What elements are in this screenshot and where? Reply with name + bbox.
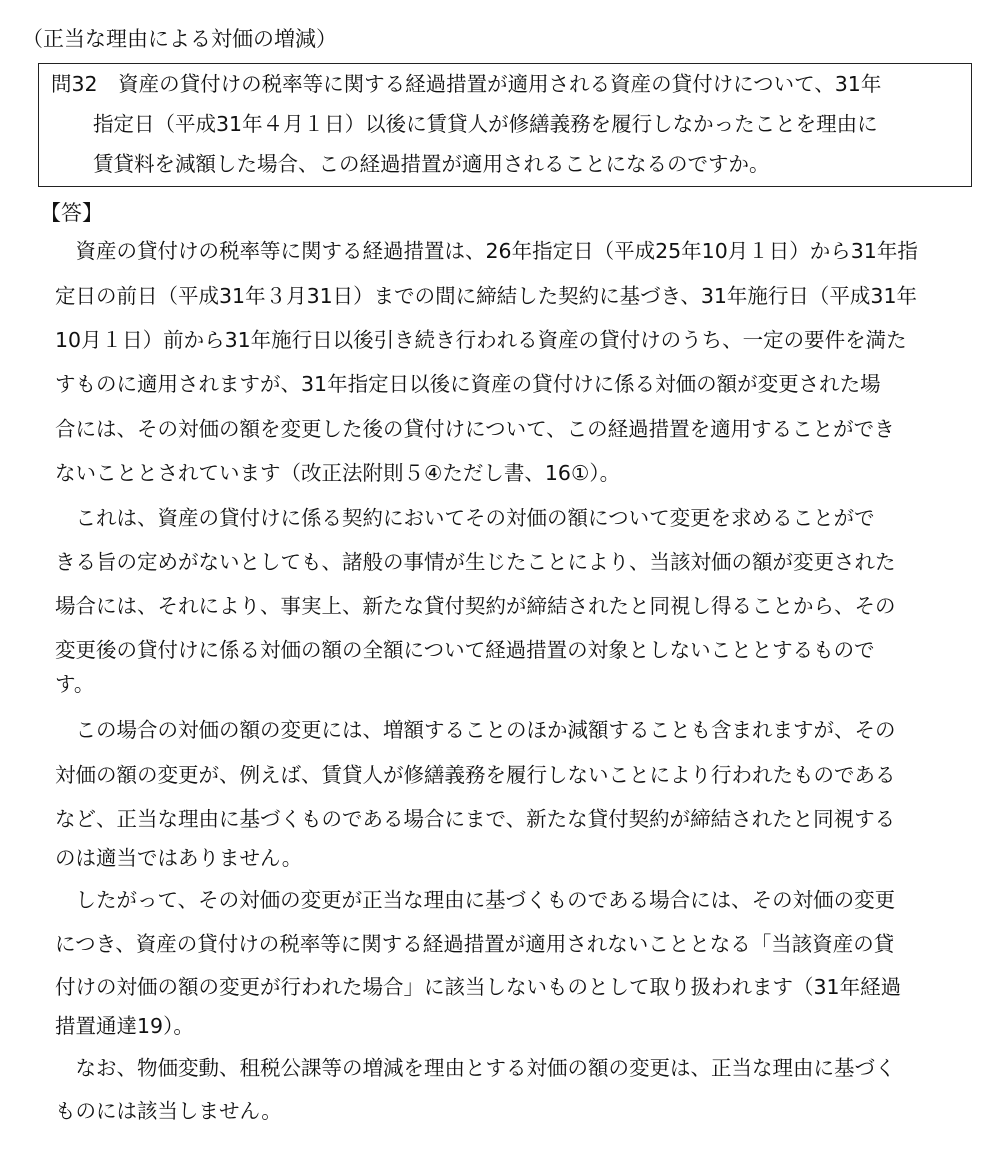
answer-line: 措置通達19）。 <box>55 1014 194 1038</box>
answer-line: この場合の対価の額の変更には、増額することのほか減額することも含まれますが、その <box>55 718 896 742</box>
question-line-2: 指定日（平成31年４月１日）以後に賃貸人が修繕義務を履行しなかったことを理由に <box>93 112 878 136</box>
question-line-3: 賃貸料を減額した場合、この経過措置が適用されることになるのですか。 <box>93 152 770 176</box>
answer-line: 場合には、それにより、事実上、新たな貸付契約が締結されたと同視し得ることから、その <box>55 594 896 618</box>
answer-line: 定日の前日（平成31年３月31日）までの間に締結した契約に基づき、31年施行日（平成31年 <box>55 284 918 308</box>
answer-line: ものには該当しません。 <box>55 1099 282 1123</box>
answer-line: したがって、その対価の変更が正当な理由に基づくものである場合には、その対価の変更 <box>55 888 896 912</box>
answer-line: 資産の貸付けの税率等に関する経過措置は、26年指定日（平成25年10月１日）から31年指 <box>55 239 918 263</box>
question-line-1: 問32 資産の貸付けの税率等に関する経過措置が適用される資産の貸付けについて、31年 <box>51 72 882 96</box>
answer-line: なお、物価変動、租税公課等の増減を理由とする対価の額の変更は、正当な理由に基づく <box>55 1056 896 1080</box>
answer-label: 【答】 <box>40 201 103 225</box>
answer-line: など、正当な理由に基づくものである場合にまで、新たな貸付契約が締結されたと同視する <box>55 807 896 831</box>
answer-line: 対価の額の変更が、例えば、賃貸人が修繕義務を履行しないことにより行われたものである <box>55 763 896 787</box>
answer-line: 変更後の貸付けに係る対価の額の全額について経過措置の対象としないこととするもので <box>55 638 875 662</box>
answer-line: これは、資産の貸付けに係る契約においてその対価の額について変更を求めることがで <box>55 506 875 530</box>
answer-line: すものに適用されますが、31年指定日以後に資産の貸付けに係る対価の額が変更された場 <box>55 372 881 396</box>
section-title: （正当な理由による対価の増減） <box>22 27 337 51</box>
answer-line: ないこととされています（改正法附則５④ただし書、16①）。 <box>55 461 621 485</box>
answer-line: 合には、その対価の額を変更した後の貸付けについて、この経過措置を適用することができ <box>55 417 895 441</box>
answer-line: のは適当ではありません。 <box>55 846 303 870</box>
answer-line: につき、資産の貸付けの税率等に関する経過措置が適用されないこととなる「当該資産の貸 <box>55 932 895 956</box>
answer-line: す。 <box>55 672 95 696</box>
answer-line: 付けの対価の額の変更が行われた場合」に該当しないものとして取り扱われます（31年経過 <box>55 975 902 999</box>
answer-line: きる旨の定めがないとしても、諸般の事情が生じたことにより、当該対価の額が変更された <box>55 550 896 574</box>
question-box <box>38 63 972 187</box>
answer-line: 10月１日）前から31年施行日以後引き続き行われる資産の貸付けのうち、一定の要件を満た <box>55 328 907 352</box>
